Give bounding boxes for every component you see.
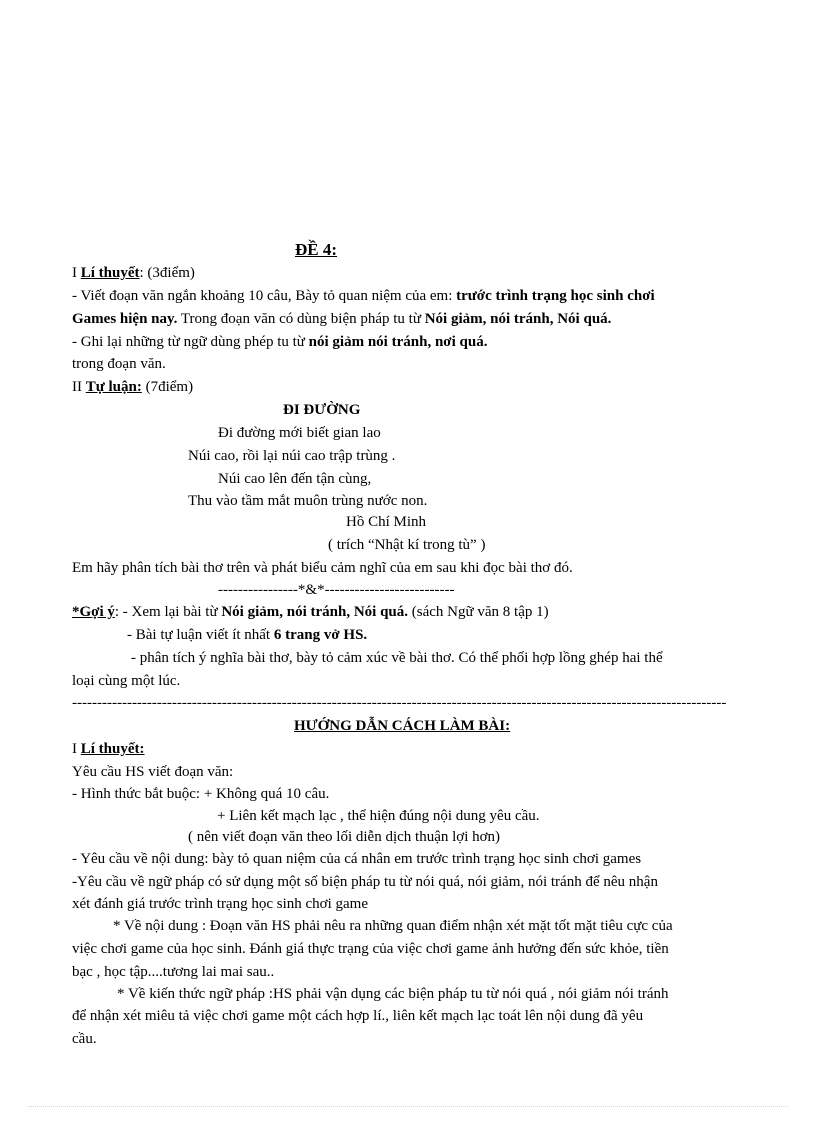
guide-line: bạc , học tập....tương lai mai sau..	[72, 964, 275, 980]
guide-line: cầu.	[72, 1031, 97, 1047]
hint-line3: - phân tích ý nghĩa bài thơ, bày tỏ cảm xúc về bài thơ. Có thể phối hợp lồng ghép hai thể	[131, 650, 663, 666]
guide-line: ( nên viết đoạn văn theo lối diễn dịch thuận lợi hơn)	[188, 829, 501, 845]
task2-line1	[72, 332, 487, 352]
part1-points: : (3điểm)	[139, 265, 195, 281]
poem-source: ( trích “Nhật kí trong tù” )	[328, 537, 486, 553]
task1-line1	[72, 286, 655, 306]
part2-label: Tự luận:	[85, 379, 142, 395]
guide-line: để nhận xét miêu tả việc chơi game một cách hợp lí., liên kết mạch lạc toát lên nội dung đã yêu	[72, 1008, 644, 1024]
hint-line4: loại cùng một lúc.	[72, 673, 181, 689]
poem-line: Thu vào tầm mắt muôn trùng nước non.	[188, 493, 428, 509]
guide-part1-prefix: I	[72, 741, 81, 757]
hint-label: *Gợi ý	[72, 604, 115, 620]
part1-label: Lí thuyết	[80, 265, 140, 281]
task1-text-e: Nói giảm, nói tránh, Nói quá.	[424, 311, 612, 327]
poem-line: Đi đường mới biết gian lao	[218, 425, 381, 441]
guide-line: xét đánh giá trước trình trạng học sinh chơi game	[72, 896, 368, 912]
essay-prompt: Em hãy phân tích bài thơ trên và phát biểu cảm nghĩ của em sau khi đọc bài thơ đó.	[72, 560, 573, 576]
task1-line2	[72, 309, 611, 329]
task2-text-a: - Ghi lại những từ ngữ dùng phép tu từ	[72, 334, 309, 350]
guide-line: việc chơi game của học sinh. Đánh giá thực trạng của việc chơi game ảnh hưởng đến sức khỏe, tiền	[72, 941, 669, 957]
page-divider: -----------------------------------------------------------------------------------------------------------------------------------	[72, 695, 727, 711]
guide-line: * Về kiến thức ngữ pháp :HS phải vận dụng các biện pháp tu từ nói quá , nói giảm nói tránh	[117, 986, 669, 1002]
hint-text-b: Nói giảm, nói tránh, Nói quá.	[221, 604, 409, 620]
task1-text-a: - Viết đoạn văn ngắn khoảng 10 câu, Bày tỏ quan niệm của em:	[72, 288, 457, 304]
poem-title: ĐI ĐƯỜNG	[283, 402, 361, 418]
exam-title: ĐỀ 4:	[295, 240, 338, 259]
guide-line: + Liên kết mạch lạc , thể hiện đúng nội dung yêu cầu.	[217, 808, 540, 824]
hint-text-a: : - Xem lại bài từ	[114, 604, 222, 620]
guide-title: HƯỚNG DẪN CÁCH LÀM BÀI:	[294, 718, 511, 734]
part2-points: (7điểm)	[141, 379, 194, 395]
separator: ----------------*&*--------------------------	[218, 582, 455, 598]
part2-heading	[72, 377, 193, 397]
hint-text-c: (sách Ngữ văn 8 tập 1)	[408, 604, 549, 620]
page-footer-rule	[28, 1106, 788, 1107]
hint-text-d: - Bài tự luận viết ít nhất	[127, 627, 274, 643]
task1-text-b: trước trình trạng học sinh chơi	[456, 288, 655, 304]
poem-line: Núi cao, rồi lại núi cao trập trùng .	[188, 448, 396, 464]
guide-line: -Yêu cầu về ngữ pháp có sử dụng một số biện pháp tu từ nói quá, nói giảm, nói tránh để nêu nhận	[72, 874, 658, 890]
guide-line: - Yêu cầu về nội dung: bày tỏ quan niệm của cá nhân em trước trình trạng học sinh chơi games	[72, 851, 642, 867]
part1-heading	[72, 263, 195, 283]
part1-prefix: I	[72, 265, 81, 281]
guide-line: * Về nội dung : Đoạn văn HS phải nêu ra những quan điểm nhận xét mặt tốt mặt tiêu cực của	[113, 918, 673, 934]
task2-line2: trong đoạn văn.	[72, 356, 166, 372]
guide-line: - Hình thức bắt buộc: + Không quá 10 câu.	[72, 786, 330, 802]
poem-author: Hồ Chí Minh	[346, 514, 427, 530]
guide-line: Yêu cầu HS viết đoạn văn:	[72, 764, 234, 780]
task1-text-d: Trong đoạn văn có dùng biện pháp tu từ	[177, 311, 425, 327]
guide-part1-heading	[72, 739, 145, 759]
hint-line1	[72, 602, 549, 622]
part2-prefix: II	[72, 379, 86, 395]
hint-line2	[127, 625, 367, 645]
task2-text-b: nói giảm nói tránh, nơi quá.	[308, 334, 488, 350]
poem-line: Núi cao lên đến tận cùng,	[218, 471, 372, 487]
task1-text-c: Games hiện nay.	[72, 311, 178, 327]
guide-part1-label: Lí thuyết:	[80, 741, 145, 757]
hint-text-e: 6 trang vở HS.	[273, 627, 368, 643]
